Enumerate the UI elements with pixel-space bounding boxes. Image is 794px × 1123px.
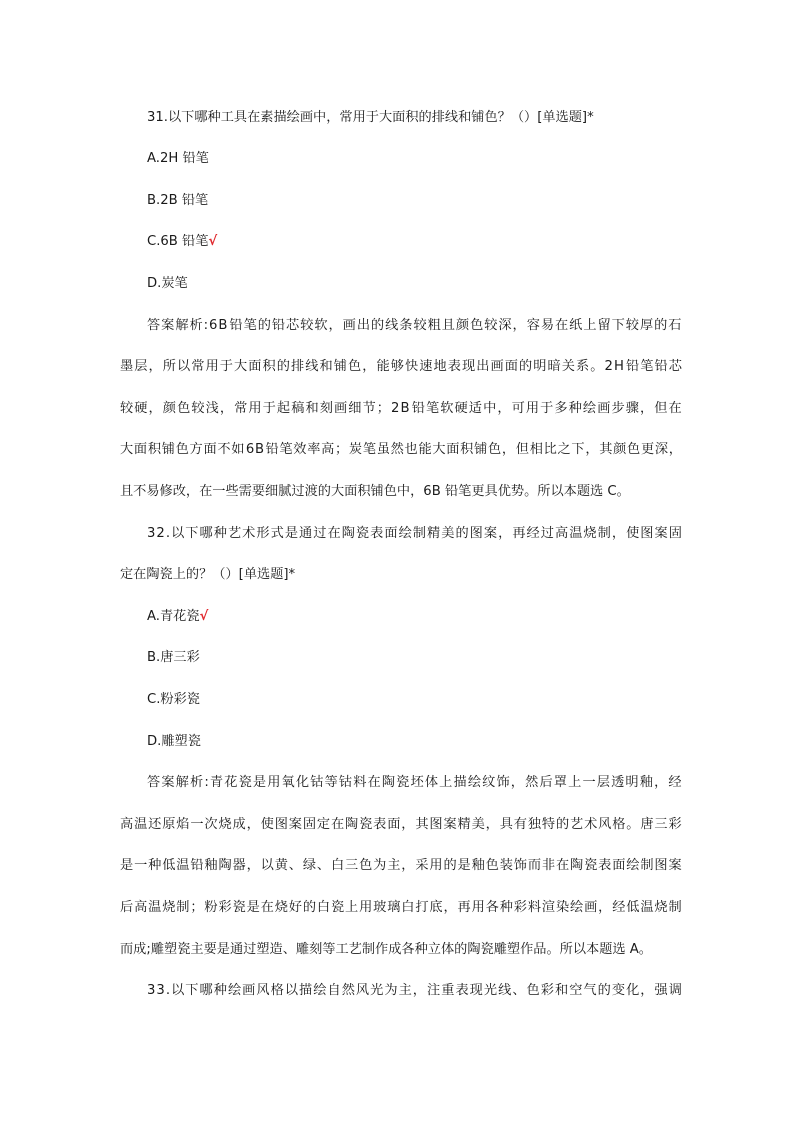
q33-stem-line-1: 3 3 . 以 下 哪 种 绘 画 风 格 以 描 绘 自 然 风 光 为 主 ， 注 重 表 现 光 线 、 色 彩 和 空 气 的 变 化 ， 强 调 <box>147 983 682 998</box>
q31-analysis-line-3: 较 硬 ， 颜 色 较 浅 ， 常 用 于 起 稿 和 刻 画 细 节 ； 2 B 铅 笔 软 硬 适 中 ， 可 用 于 多 种 绘 画 步 骤 ， 但 在 <box>120 401 682 416</box>
q31-analysis-line-5: 且不易修改，在一些需要细腻过渡的大面积铺色中，6B 铅笔更具优势。所以本题选 C。 <box>120 484 630 499</box>
q31-option-c-label: C.6B 铅笔 <box>147 234 209 249</box>
q32-analysis-line-4: 后 高 温 烧 制 ； 粉 彩 瓷 是 在 烧 好 的 白 瓷 上 用 玻 璃 白 打 底 ， 再 用 各 种 彩 料 渲 染 绘 画 ， 经 低 温 烧 制 <box>120 900 682 915</box>
q32-stem-line-1: 3 2 . 以 下 哪 种 艺 术 形 式 是 通 过 在 陶 瓷 表 面 绘 制 精 美 的 图 案 ， 再 经 过 高 温 烧 制 ， 使 图 案 固 <box>147 526 682 541</box>
q32-analysis-line-2: 高 温 还 原 焰 一 次 烧 成 ， 使 图 案 固 定 在 陶 瓷 表 面 ， 其 图 案 精 美 ， 具 有 独 特 的 艺 术 风 格 。 唐 三 彩 <box>120 817 682 832</box>
q31-option-d: D.炭笔 <box>147 276 188 291</box>
q31-option-c <box>147 232 217 252</box>
correct-check-mark: √ <box>199 609 209 624</box>
q32-option-a-label: A.青花瓷 <box>147 609 200 624</box>
q31-analysis-line-4: 大 面 积 铺 色 方 面 不 如 6 B 铅 笔 效 率 高 ； 炭 笔 虽 然 也 能 大 面 积 铺 色 ， 但 相 比 之 下 ， 其 颜 色 更 深 ， <box>120 442 682 457</box>
q31-analysis-line-2: 墨 层 ， 所 以 常 用 于 大 面 积 的 排 线 和 铺 色 ， 能 够 快 速 地 表 现 出 画 面 的 明 暗 关 系 。 2 H 铅 笔 铅 芯 <box>120 359 682 374</box>
q32-analysis-line-1: 答 案 解 析 : 青 花 瓷 是 用 氧 化 钴 等 钴 料 在 陶 瓷 坯 体 上 描 绘 纹 饰 ， 然 后 罩 上 一 层 透 明 釉 ， 经 <box>147 775 682 790</box>
q31-option-b: B.2B 铅笔 <box>147 193 209 208</box>
q32-analysis-line-3: 是 一 种 低 温 铅 釉 陶 器 ， 以 黄 、 绿 、 白 三 色 为 主 ， 采 用 的 是 釉 色 装 饰 而 非 在 陶 瓷 表 面 绘 制 图 案 <box>120 858 682 873</box>
q32-analysis-line-5: 而成;雕塑瓷主要是通过塑造、雕刻等工艺制作成各种立体的陶瓷雕塑作品。所以本题选 A。 <box>120 942 652 957</box>
q32-stem-line-2: 定在陶瓷上的？（）[单选题]* <box>120 567 296 582</box>
q32-option-b: B.唐三彩 <box>147 650 200 665</box>
q31-stem: 31.以下哪种工具在素描绘画中，常用于大面积的排线和铺色？（）[单选题]* <box>147 110 594 125</box>
q32-option-c: C.粉彩瓷 <box>147 692 200 707</box>
correct-check-mark: √ <box>208 234 218 249</box>
q31-option-a: A.2H 铅笔 <box>147 151 209 166</box>
q32-option-a <box>147 607 208 627</box>
q32-option-d: D.雕塑瓷 <box>147 734 201 749</box>
q31-analysis-line-1: 答 案 解 析 : 6 B 铅 笔 的 铅 芯 较 软 ， 画 出 的 线 条 较 粗 且 颜 色 较 深 ， 容 易 在 纸 上 留 下 较 厚 的 石 <box>147 318 682 333</box>
